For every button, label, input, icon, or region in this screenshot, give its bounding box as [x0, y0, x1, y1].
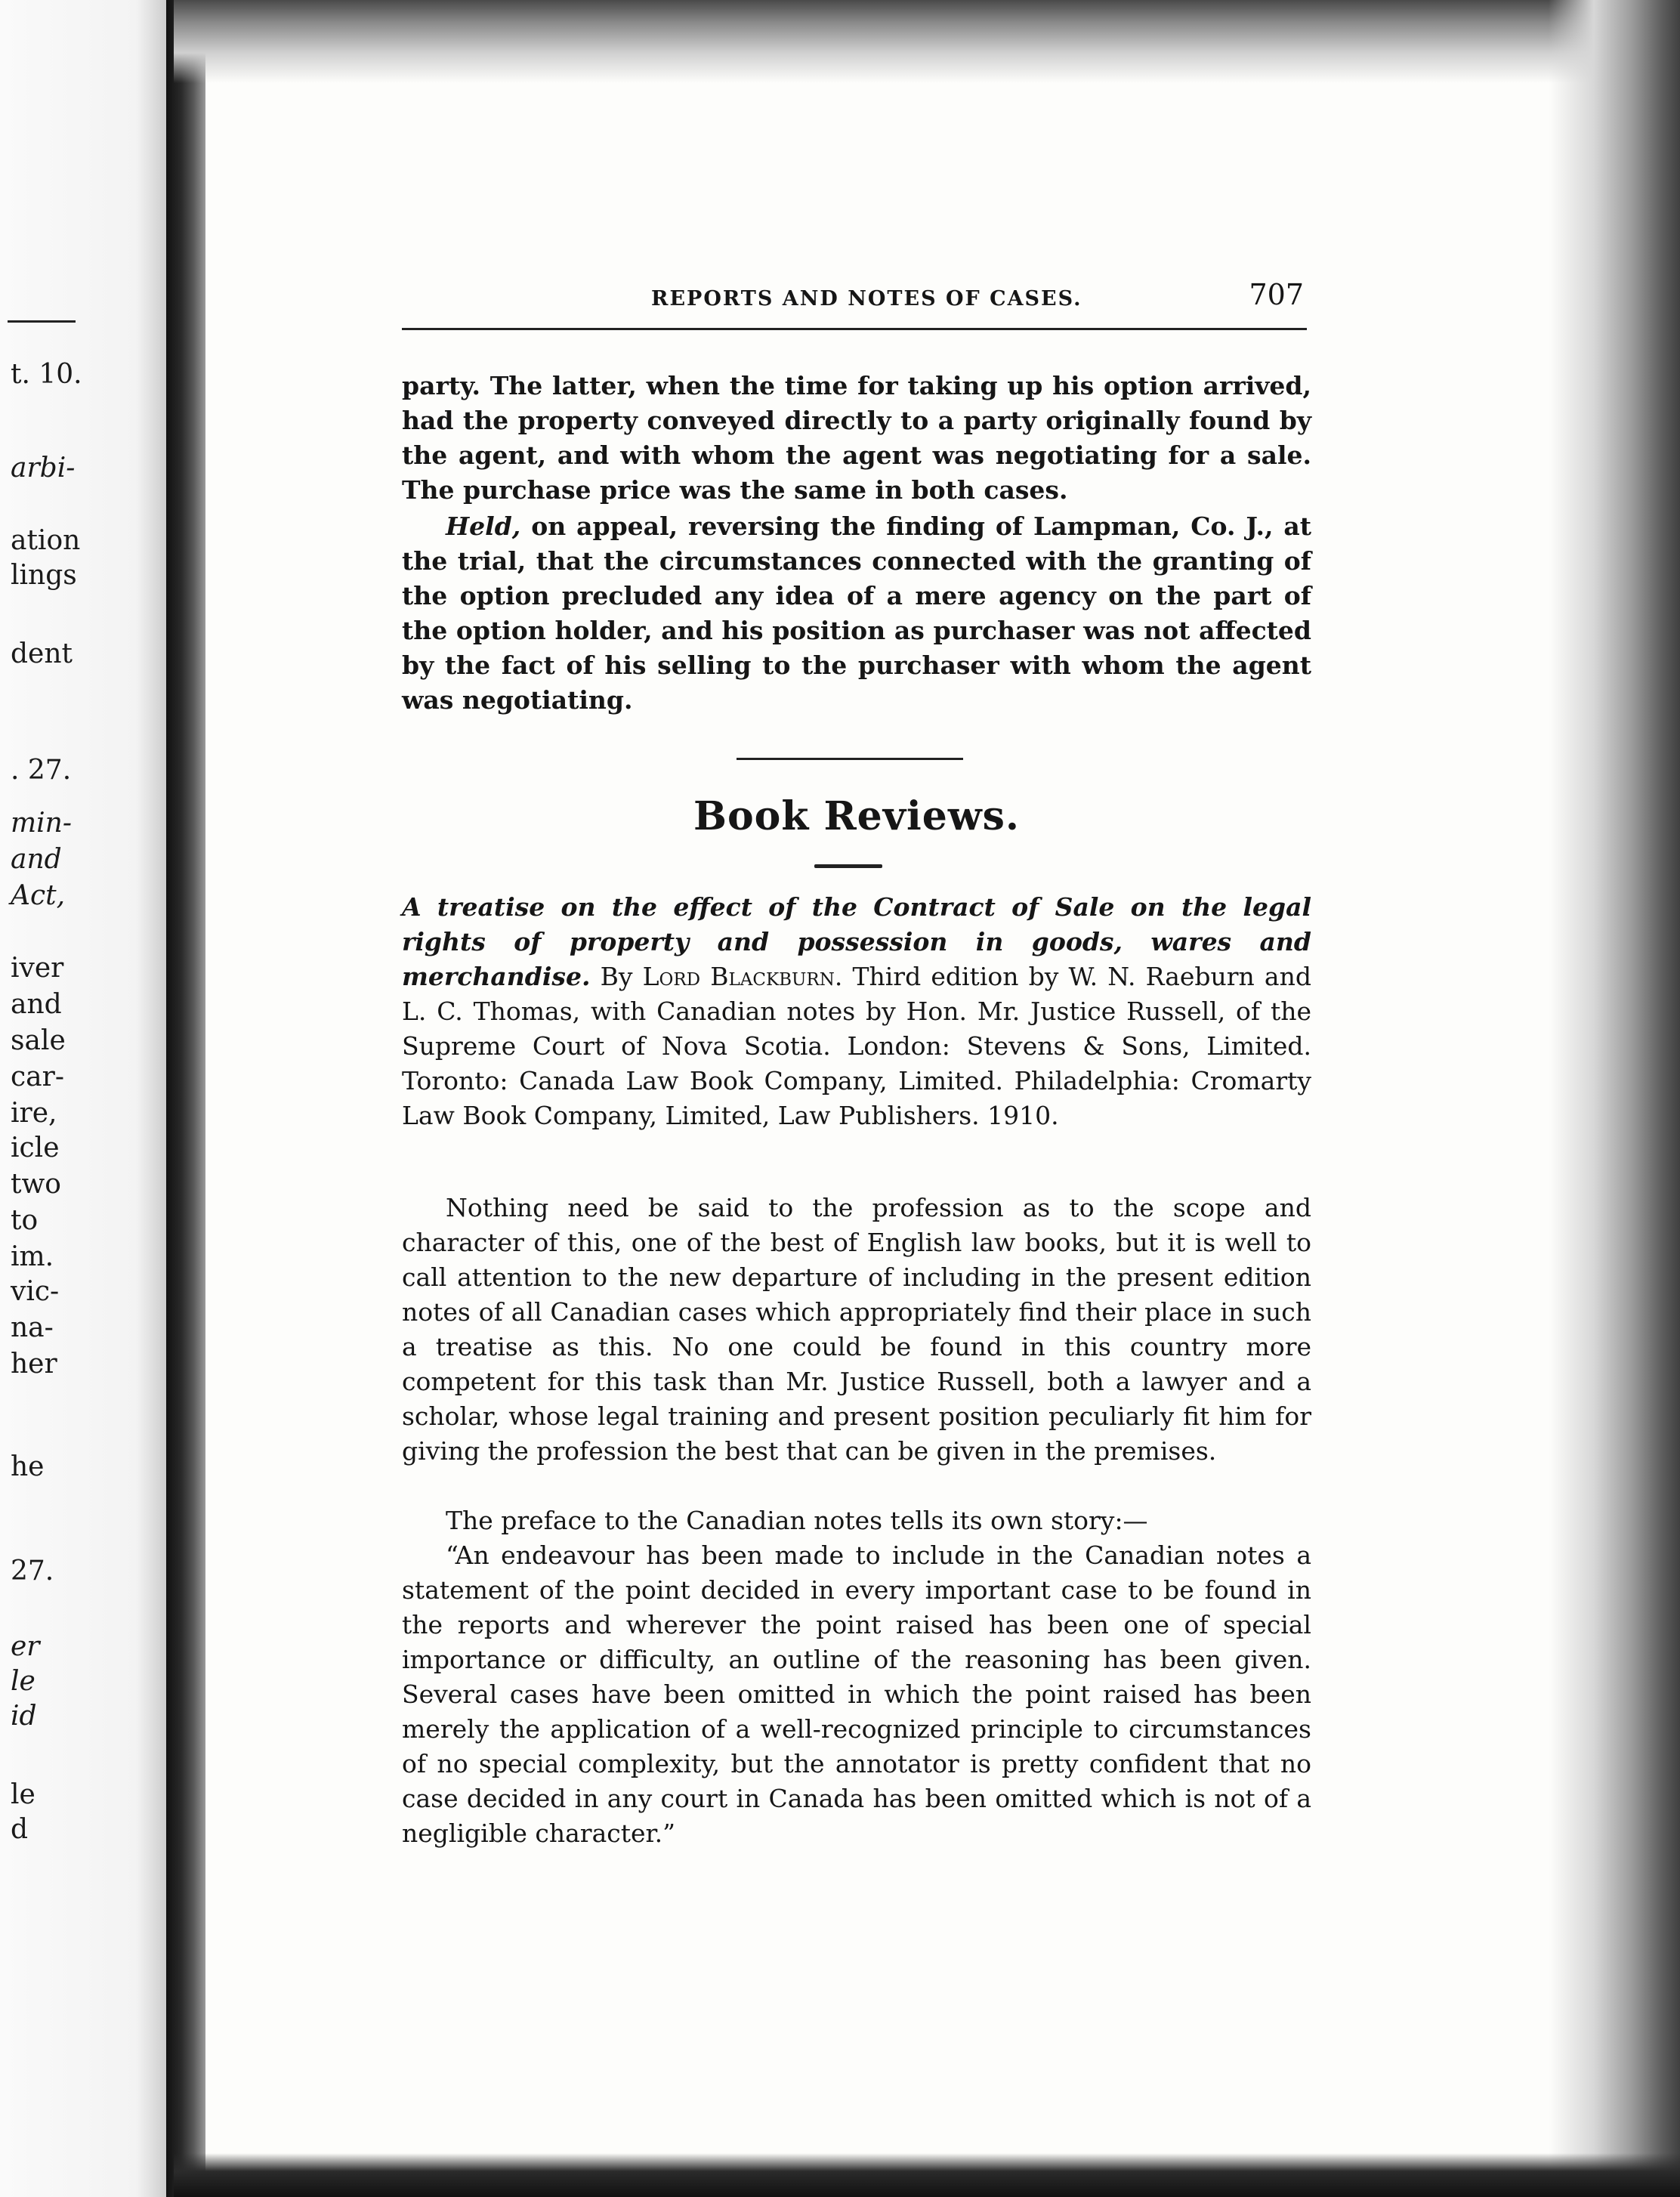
facing-page-fragment: le [11, 1666, 36, 1697]
page-bottom-shadow [174, 2153, 1680, 2197]
book-by: By [600, 962, 643, 991]
facing-page-fragment: na- [11, 1312, 54, 1343]
running-head: REPORTS AND NOTES OF CASES. [651, 287, 1082, 311]
preface-quote: “An endeavour has been made to include in the Canadian notes a statement of the point decided in every important case to be found in the reports and wherever the point raised has been one of special importance or difficulty, an outline of the reasoning has been given. Several cases have been omitted in which the point raised has been merely the application of a well-recognized principle to circumstances of no special complexity, but the annotator is pretty confident that no case decided in any court in Canada has been omitted which is not of a negligible character.” [402, 1540, 1311, 1848]
review-body: Nothing need be said to the profession as to the scope and character of this, one of the best of English law books, but it is well to call attention to the new departure of including in the present edition notes of all Canadian cases which appropriately find their place in such a treatise as this. No one could be found in this country more competent for this task than Mr. Justice Russell, both a lawyer and a scholar, whose legal training and present position peculiarly fit him for giving the profession the best that can be given in the premises. [402, 1193, 1311, 1466]
facing-page-fragment: to [11, 1205, 39, 1236]
facing-page-rule [8, 320, 76, 323]
book-details: . Third edition by W. N. Raeburn and L. C. Thomas, with Canadian notes by Hon. Mr. Justice Russell, of the Supreme Court of Nova Scotia. London: Stevens & Sons, Limited. Toronto: Canada Law Book Company, Limited. Philadelphia: Cromarty Law Book Company, Limited, Law Publishers. 1910. [402, 962, 1311, 1130]
held-paragraph [402, 509, 1311, 718]
facing-page-fragment: car- [11, 1061, 64, 1092]
facing-page-fragment: le [11, 1779, 36, 1810]
title-ornament [814, 864, 882, 868]
section-divider [737, 758, 963, 760]
facing-page-fragment: . 27. [11, 755, 72, 786]
facing-page-fragment: 27. [11, 1556, 54, 1587]
facing-page-fragment: t. 10. [11, 359, 82, 390]
facing-page-fragment: her [11, 1349, 57, 1380]
facing-page-fragment: icle [11, 1132, 60, 1163]
book-citation [402, 890, 1311, 1133]
header-rule [402, 328, 1307, 330]
case-continuation-paragraph: party. The latter, when the time for taking up his option arrived, had the property conveyed directly to a party originally found by the agent, and with whom the agent was negotiating for a sale. The purchase price was the same in both cases. [402, 371, 1311, 505]
facing-page-fragment: Act, [11, 880, 66, 911]
facing-page-fragment: dent [11, 638, 73, 669]
facing-page-fragment: lings [11, 560, 77, 591]
book-title: A treatise on the effect of the Contract of Sale on the legal rights of property and possession in goods, wares and merchandise. [402, 892, 1311, 991]
facing-page-fragment: and [11, 844, 62, 875]
facing-page-fragment: id [11, 1701, 37, 1732]
facing-page-fragment: vic- [11, 1276, 60, 1307]
section-title: Book Reviews. [693, 793, 1020, 839]
facing-page-fragment: ire, [11, 1098, 57, 1129]
held-label: Held, [446, 511, 521, 541]
facing-page-fragment: arbi- [11, 453, 76, 484]
facing-page-fragment: im. [11, 1241, 54, 1272]
page-top-shadow [174, 0, 1601, 83]
facing-page-fragment: iver [11, 953, 64, 984]
facing-page-fragment: he [11, 1451, 45, 1482]
facing-page-fragment: two [11, 1169, 61, 1200]
page-right-edge [1549, 0, 1680, 2197]
facing-page-fragment: and [11, 989, 62, 1020]
page-number: 707 [1249, 278, 1304, 311]
preface-intro: The preface to the Canadian notes tells its own story:— [446, 1506, 1148, 1535]
facing-page-fragment: sale [11, 1025, 66, 1056]
facing-page-fragment: ation [11, 525, 81, 556]
book-gutter [166, 0, 205, 2197]
facing-page-fragment: min- [11, 808, 72, 839]
page-header [402, 278, 1307, 323]
facing-page-fragment: er [11, 1631, 40, 1662]
held-text: on appeal, reversing the finding of Lampman, Co. J., at the trial, that the circumstances connected with the granting of the option precluded any idea of a mere agency on the part of the option holder, and his position as purchaser was not affected by the fact of his selling to the purchaser with whom the agent was negotiating. [402, 511, 1311, 715]
book-author: Lord Blackburn [642, 962, 835, 991]
facing-page-fragment: d [11, 1814, 29, 1845]
